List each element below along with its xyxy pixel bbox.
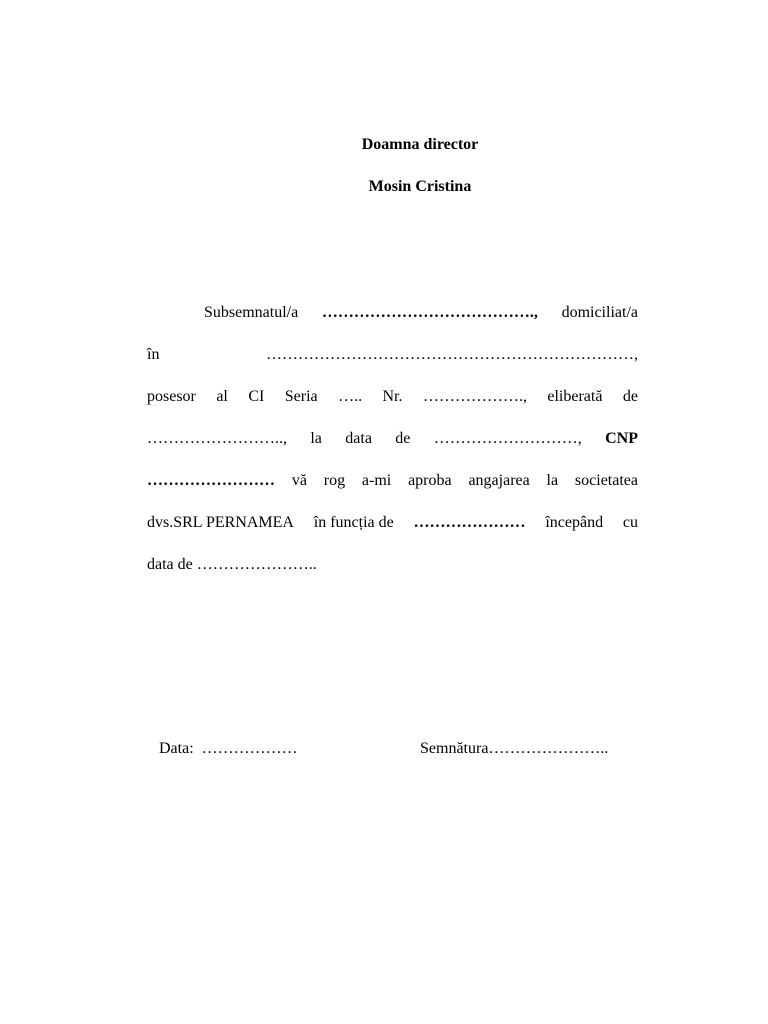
date-label: Data: xyxy=(159,740,194,757)
domiciliat-label: domiciliat/a xyxy=(561,304,638,321)
date-field xyxy=(159,740,298,758)
word: al xyxy=(216,388,228,405)
name-blank: …………………………………., xyxy=(321,304,538,321)
word: vă xyxy=(291,472,307,489)
subsemnatul-label: Subsemnatul/a xyxy=(204,304,299,321)
word: data xyxy=(345,430,372,447)
body-line-6 xyxy=(147,513,638,533)
body-line-2 xyxy=(147,345,638,365)
start-date-line: data de ………………….. xyxy=(147,556,317,573)
body-line-1 xyxy=(204,303,638,323)
body-line-5 xyxy=(147,471,638,491)
body-line-3 xyxy=(147,387,638,407)
word: începând xyxy=(545,514,604,531)
word: cu xyxy=(622,514,638,531)
body-line-4 xyxy=(147,429,638,449)
word: rog xyxy=(323,472,346,489)
number-blank: ………………., xyxy=(422,388,527,405)
word: Nr. xyxy=(382,388,403,405)
word: posesor xyxy=(147,388,196,405)
position-blank: ………………… xyxy=(413,514,526,531)
cnp-blank: …………………… xyxy=(147,472,275,489)
word: la xyxy=(546,472,559,489)
cnp-label: CNP xyxy=(605,430,638,447)
word: CI xyxy=(248,388,265,405)
word: la xyxy=(310,430,322,447)
issuer-blank: …………………….., xyxy=(147,430,287,447)
issue-date-blank: ………………………, xyxy=(433,430,582,447)
recipient-name: Mosin Cristina xyxy=(368,178,472,195)
address-blank: ……………………………………………………………, xyxy=(266,346,638,363)
in-label: în xyxy=(147,346,160,363)
recipient-title: Doamna director xyxy=(361,136,479,153)
word: eliberată xyxy=(547,388,603,405)
position-label: în funcția de xyxy=(313,514,394,531)
word: de xyxy=(395,430,411,447)
word: angajarea xyxy=(468,472,530,489)
series-blank: ….. xyxy=(338,388,363,405)
signature-label: Semnătura………………….. xyxy=(420,740,609,757)
signature-field xyxy=(420,740,608,758)
word: a-mi xyxy=(361,472,392,489)
body-line-7 xyxy=(147,555,638,575)
company-name: dvs.SRL PERNAMEA xyxy=(147,514,294,531)
date-blank: ……………… xyxy=(201,740,298,757)
word: de xyxy=(622,388,638,405)
word: aproba xyxy=(408,472,452,489)
word: societatea xyxy=(574,472,638,489)
word: Seria xyxy=(284,388,318,405)
